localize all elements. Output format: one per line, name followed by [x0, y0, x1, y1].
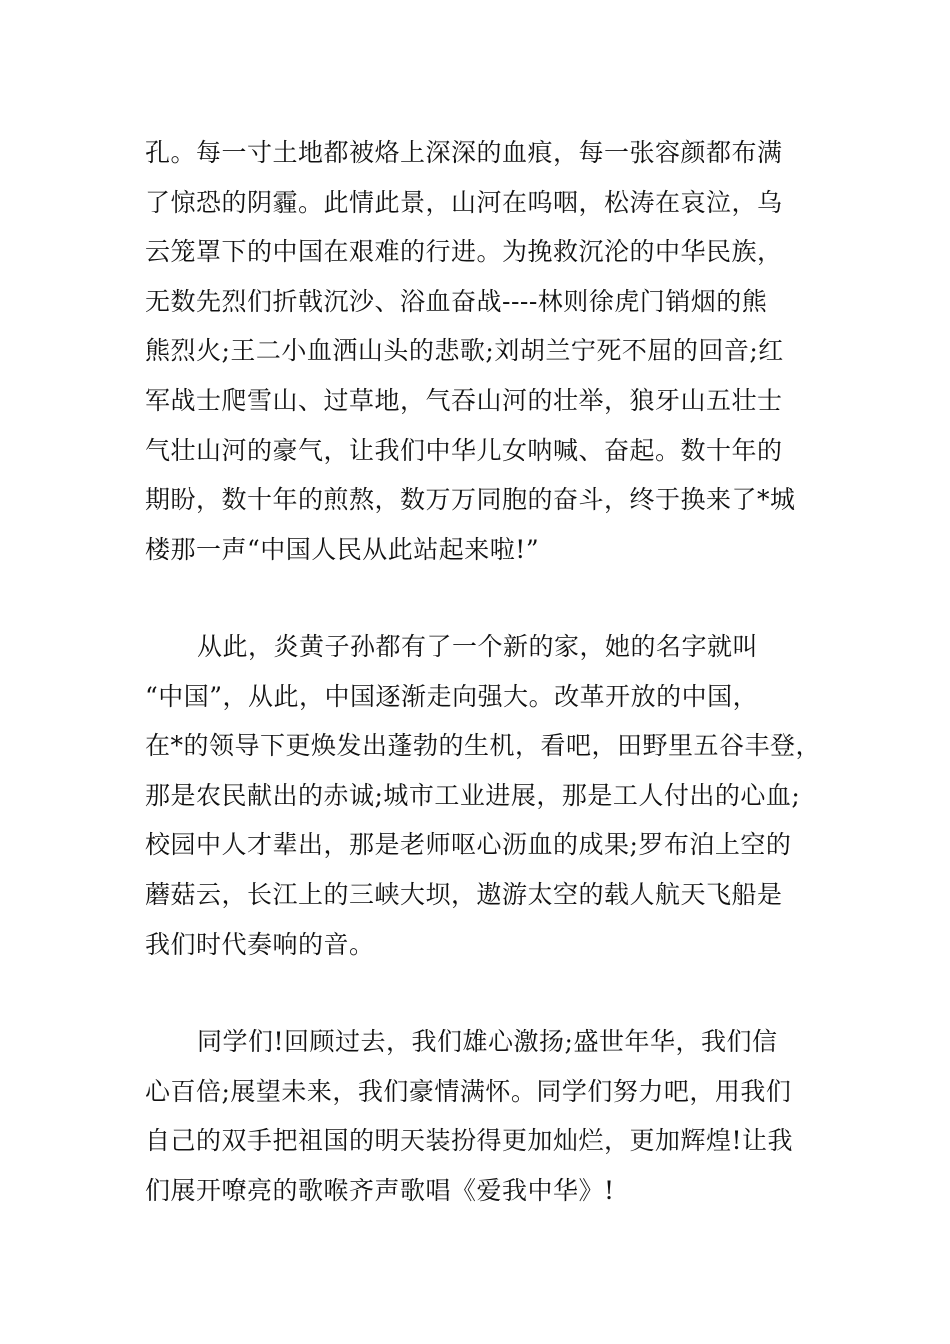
paragraph-line: “中国”，从此，中国逐渐走向强大。改革开放的中国， — [145, 681, 759, 711]
paragraph-line: 同学们!回顾过去，我们雄心激扬;盛世年华，我们信 — [197, 1027, 778, 1056]
paragraph-1 — [145, 128, 825, 574]
paragraph-line: 熊烈火;王二小血洒山头的悲歌;刘胡兰宁死不屈的回音;红 — [145, 336, 784, 366]
paragraph-line: 期盼，数十年的煎熬，数万万同胞的奋斗，终于换来了*城 — [145, 485, 796, 515]
paragraph-line: 心百倍;展望未来，我们豪情满怀。同学们努力吧，用我们 — [145, 1076, 792, 1106]
paragraph-line: 那是农民献出的赤诚;城市工业进展，那是工人付出的心血; — [145, 780, 801, 810]
paragraph-line: 云笼罩下的中国在艰难的行进。为挽救沉沦的中华民族， — [145, 237, 783, 267]
paragraph-line: 了惊恐的阴霾。此情此景，山河在呜咽，松涛在哀泣，乌 — [145, 187, 783, 217]
paragraph-2 — [145, 622, 825, 969]
paragraph-3 — [145, 1017, 825, 1215]
paragraph-line: 自己的双手把祖国的明天装扮得更加灿烂，更加辉煌!让我 — [145, 1126, 794, 1156]
paragraph-line: 从此，炎黄子孙都有了一个新的家，她的名字就叫 — [197, 632, 759, 661]
paragraph-line: 我们时代奏响的音。 — [145, 929, 375, 959]
paragraph-line: 蘑菇云，长江上的三峡大坝，遨游太空的载人航天飞船是 — [145, 879, 783, 909]
paragraph-line: 孔。每一寸土地都被烙上深深的血痕，每一张容颜都布满 — [145, 138, 783, 167]
paragraph-line: 无数先烈们折戟沉沙、浴血奋战----林则徐虎门销烟的熊 — [145, 286, 768, 316]
paragraph-line: 校园中人才辈出，那是老师呕心沥血的成果;罗布泊上空的 — [145, 830, 792, 860]
paragraph-line: 们展开嘹亮的歌喉齐声歌唱《爱我中华》! — [145, 1175, 615, 1205]
paragraph-line: 气壮山河的豪气，让我们中华儿女呐喊、奋起。数十年的 — [145, 435, 783, 465]
paragraph-line: 军战士爬雪山、过草地，气吞山河的壮举，狼牙山五壮士 — [145, 385, 783, 415]
paragraph-line: 在*的领导下更焕发出蓬勃的生机，看吧，田野里五谷丰登， — [145, 731, 822, 761]
paragraph-line: 楼那一声“中国人民从此站起来啦!” — [145, 534, 540, 564]
